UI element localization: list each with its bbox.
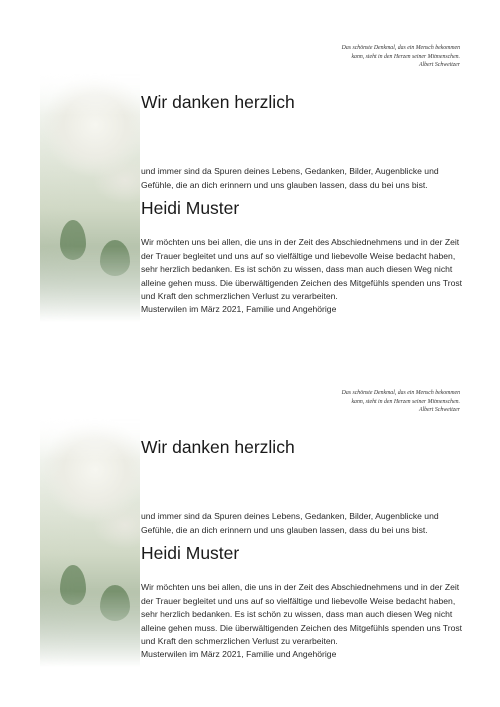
quote-line: kann, steht in den Herzen seiner Mitmenschen.: [351, 53, 460, 60]
body-line: und Kraft den schmerzlichen Verlust zu verarbeiten.: [141, 291, 338, 302]
signature-line: Musterwilen im März 2021, Familie und Angehörige: [141, 304, 337, 314]
body-line: Wir möchten uns bei allen, die uns in der Zeit des Abschiednehmens und in der Zeit: [141, 582, 460, 592]
thank-you-card-1: [0, 30, 500, 360]
card-title: Wir danken herzlich: [141, 437, 295, 457]
intro-text: [141, 509, 471, 537]
quote-line: Das schönste Denkmal, das ein Mensch bekommen: [341, 390, 460, 396]
intro-line: Gefühle, die an dich erinnern und uns glauben lassen, dass du bei uns bist.: [141, 525, 428, 535]
quote-author: Albert Schweitzer: [418, 62, 460, 68]
body-line: Wir möchten uns bei allen, die uns in der Zeit des Abschiednehmens und in der Zeit: [141, 237, 460, 247]
body-text: [141, 581, 471, 649]
intro-line: und immer sind da Spuren deines Lebens, Gedanken, Bilder, Augenblicke und: [141, 166, 439, 176]
card-title: Wir danken herzlich: [141, 92, 295, 112]
body-line: alleine gehen muss. Die überwältigenden Zeichen des Mitgefühls spenden uns Trost: [141, 277, 463, 288]
body-line: und Kraft den schmerzlichen Verlust zu verarbeiten.: [141, 636, 338, 647]
intro-line: und immer sind da Spuren deines Lebens, Gedanken, Bilder, Augenblicke und: [141, 511, 439, 521]
leaf-shape: [100, 585, 130, 621]
leaf-shape: [100, 240, 130, 276]
signature-line: Musterwilen im März 2021, Familie und Angehörige: [141, 649, 337, 659]
quote-block: [260, 389, 460, 415]
quote-line: Das schönste Denkmal, das ein Mensch bekommen: [341, 45, 460, 51]
quote-line: kann, steht in den Herzen seiner Mitmenschen.: [351, 398, 460, 405]
thank-you-card-2: [0, 375, 500, 705]
deceased-name: Heidi Muster: [141, 198, 240, 218]
deceased-name: Heidi Muster: [141, 543, 240, 563]
body-text: [141, 236, 471, 304]
white-rose-photo: [40, 70, 140, 322]
white-rose-photo: [40, 415, 140, 667]
leaf-shape: [60, 220, 86, 260]
quote-block: [260, 44, 460, 70]
body-line: der Trauer begleitet und uns auf so vielfältige und liebevolle Weise bedacht haben,: [141, 595, 456, 606]
intro-text: [141, 164, 471, 192]
body-line: sehr herzlich bedanken. Es ist schön zu wissen, dass man auch diesen Weg nicht: [141, 609, 453, 620]
quote-author: Albert Schweitzer: [418, 407, 460, 413]
intro-line: Gefühle, die an dich erinnern und uns glauben lassen, dass du bei uns bist.: [141, 180, 428, 190]
body-line: alleine gehen muss. Die überwältigenden Zeichen des Mitgefühls spenden uns Trost: [141, 622, 463, 633]
body-line: sehr herzlich bedanken. Es ist schön zu wissen, dass man auch diesen Weg nicht: [141, 264, 453, 275]
leaf-shape: [60, 565, 86, 605]
body-line: der Trauer begleitet und uns auf so vielfältige und liebevolle Weise bedacht haben,: [141, 250, 456, 261]
